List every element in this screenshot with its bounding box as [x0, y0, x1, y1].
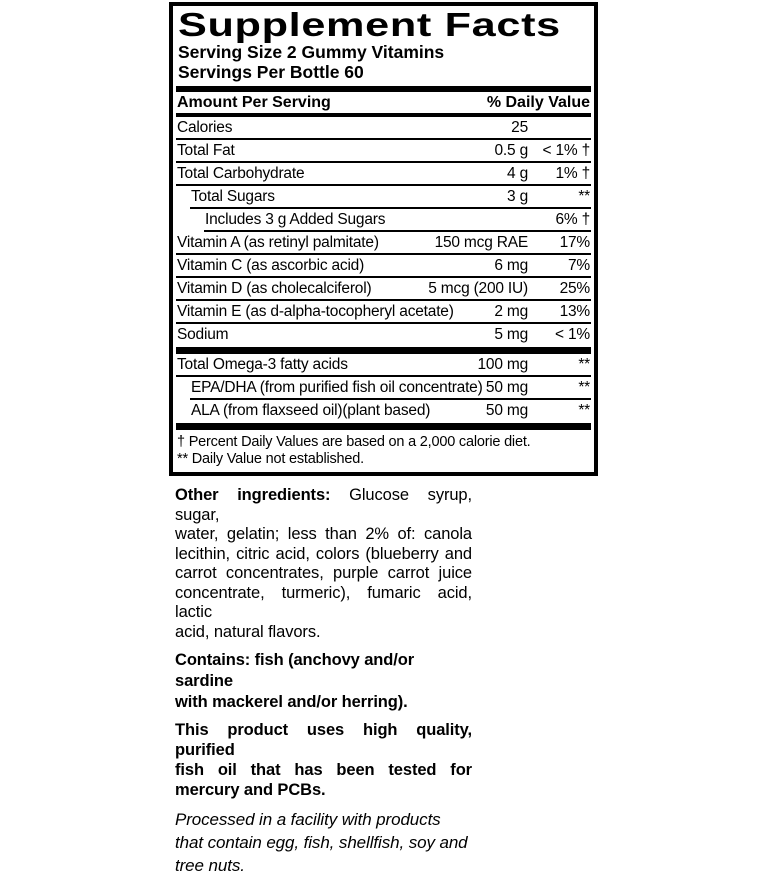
panel-title-text: Supplement Facts	[178, 6, 561, 43]
divider-thick	[176, 423, 591, 430]
footnotes	[176, 430, 591, 472]
row-total-carbohydrate: Total Carbohydrate 4 g 1% †	[176, 163, 591, 186]
row-total-fat: Total Fat 0.5 g < 1% †	[176, 140, 591, 163]
col-header-amount: Amount Per Serving	[177, 94, 331, 111]
row-sodium: Sodium 5 mg < 1%	[177, 326, 590, 343]
row-added-sugars: Includes 3 g Added Sugars 6% †	[204, 209, 591, 232]
other-ingredients-line: Other ingredients: Glucose syrup, sugar,	[175, 486, 472, 524]
other-ingredients-paragraph: Other ingredients: Glucose syrup, sugar, water, gelatin; less than 2% of: canola lecithin, citric acid, colors (blueberry and carrot concentrates, purple carrot juice concentrate, turmeric), fumaric acid, lactic acid, natural flavors.	[175, 486, 472, 641]
footnote-not-established: ** Daily Value not established.	[177, 450, 364, 467]
table-column-headers	[176, 92, 591, 113]
footnote-daily-value: † Percent Daily Values are based on a 2,000 calorie diet.	[177, 434, 531, 450]
serving-info	[176, 43, 591, 86]
row-epa-dha: EPA/DHA (from purified fish oil concentrate) 50 mg **	[190, 377, 591, 400]
divider-thick	[176, 347, 591, 354]
serving-size: Serving Size 2 Gummy Vitamins	[178, 42, 445, 62]
row-vitamin-c: Vitamin C (as ascorbic acid) 6 mg 7%	[176, 255, 591, 278]
row-calories: Calories 25	[176, 117, 591, 140]
label-text-column	[175, 486, 472, 877]
allergen-facility-paragraph: Processed in a facility with products that contain egg, fish, shellfish, soy and tree nuts.	[175, 810, 468, 875]
row-vitamin-e: Vitamin E (as d-alpha-tocopheryl acetate) 2 mg 13%	[176, 301, 591, 324]
row-vitamin-a: Vitamin A (as retinyl palmitate) 150 mcg RAE 17%	[176, 232, 591, 255]
col-header-daily-value: % Daily Value	[486, 94, 590, 111]
purity-statement-paragraph: This product uses high quality, purified fish oil that has been tested for mercury and PCBs.	[175, 721, 472, 799]
row-total-sugars: Total Sugars 3 g **	[190, 186, 591, 209]
row-omega3: Total Omega-3 fatty acids 100 mg **	[176, 354, 591, 377]
other-ingredients-lead: Other ingredients:	[175, 486, 331, 504]
contains-paragraph: Contains: fish (anchovy and/or sardine with mackerel and/or herring).	[175, 651, 415, 711]
row-ala: ALA (from flaxseed oil)(plant based) 50 mg **	[191, 402, 590, 419]
panel-title	[176, 6, 591, 43]
supplement-facts-panel	[169, 2, 598, 476]
servings-per-bottle: Servings Per Bottle 60	[178, 61, 364, 82]
row-vitamin-d: Vitamin D (as cholecalciferol) 5 mcg (200 IU) 25%	[176, 278, 591, 301]
